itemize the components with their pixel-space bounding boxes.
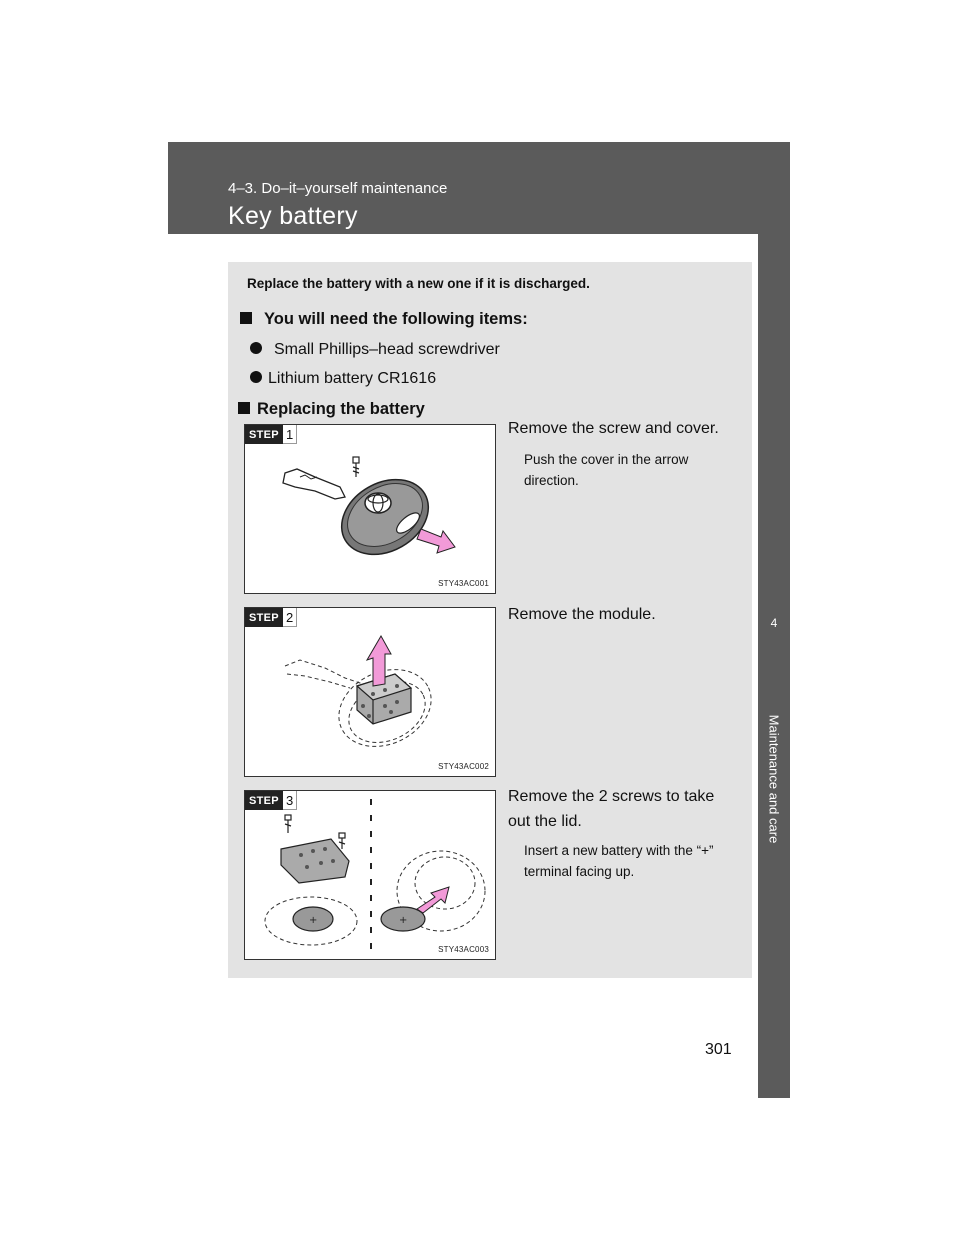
item-battery: Lithium battery CR1616	[250, 370, 436, 388]
step3-illustration	[244, 790, 496, 960]
chapter-header	[168, 142, 790, 234]
page-title: Key battery	[228, 202, 358, 230]
section-label: 4–3. Do–it–yourself maintenance	[228, 180, 448, 197]
step3-badge: STEP 3	[245, 791, 297, 810]
key-fob-illustration	[245, 425, 495, 593]
chapter-number: 4	[770, 616, 778, 630]
replace-heading: Replacing the battery	[238, 400, 425, 419]
step2-badge: STEP 2	[245, 608, 297, 627]
figure-code: STY43AC002	[438, 762, 489, 771]
figure-code: STY43AC003	[438, 945, 489, 954]
item-screwdriver: Small Phillips–head screwdriver	[250, 341, 500, 359]
items-heading: You will need the following items:	[240, 310, 528, 329]
step1-illustration	[244, 424, 496, 594]
figure-code: STY43AC001	[438, 579, 489, 588]
step2-illustration	[244, 607, 496, 777]
content-panel	[228, 262, 752, 978]
step3-note: Insert a new battery with the “+” terminal facing up.	[524, 843, 714, 879]
chapter-side-tab[interactable]	[758, 234, 790, 1098]
step2-title: Remove the module.	[508, 606, 656, 623]
page-number: 301	[705, 1041, 732, 1058]
step1-note: Push the cover in the arrow direction.	[524, 452, 689, 488]
step1-title: Remove the screw and cover.	[508, 420, 719, 437]
svg-text:+: +	[399, 915, 408, 926]
step3-title: Remove the 2 screws to take out the lid.	[508, 788, 715, 830]
intro-text: Replace the battery with a new one if it is discharged.	[247, 276, 590, 291]
battery-replacement-illustration	[245, 791, 495, 959]
chapter-label: Maintenance and care	[766, 714, 782, 844]
round-bullet-icon	[250, 371, 262, 383]
svg-text:+: +	[309, 915, 318, 926]
square-bullet-icon	[238, 402, 250, 414]
step1-badge: STEP 1	[245, 425, 297, 444]
square-bullet-icon	[240, 312, 252, 324]
module-removal-illustration	[245, 608, 495, 776]
round-bullet-icon	[250, 342, 262, 354]
